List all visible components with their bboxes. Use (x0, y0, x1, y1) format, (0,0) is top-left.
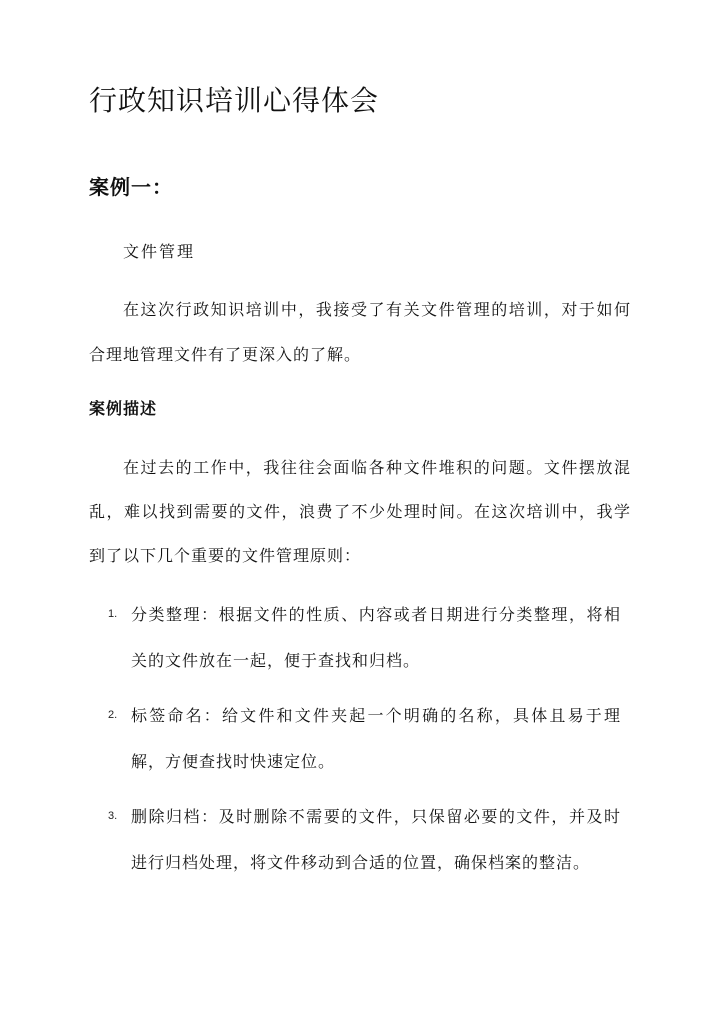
case-description-paragraph: 在过去的工作中，我往往会面临各种文件堆积的问题。文件摆放混乱，难以找到需要的文件，浪费了不少处理时间。在这次培训中，我学到了以下几个重要的文件管理原则： (89, 458, 631, 565)
case-heading: 案例一： (89, 175, 173, 199)
document-title: 行政知识培训心得体会 (89, 84, 380, 117)
section-label: 文件管理 (123, 242, 196, 261)
principle-text: 分类整理：根据文件的性质、内容或者日期进行分类整理，将相关的文件放在一起，便于查找和归档。 (131, 605, 621, 670)
principle-number: 1. (108, 608, 118, 620)
principle-text: 删除归档：及时删除不需要的文件，只保留必要的文件，并及时进行归档处理，将文件移动到合适的位置，确保档案的整洁。 (131, 807, 621, 872)
principle-number: 3. (108, 810, 118, 822)
principle-item (89, 592, 631, 684)
intro-paragraph: 在这次行政知识培训中，我接受了有关文件管理的培训，对于如何合理地管理文件有了更深入的了解。 (89, 300, 631, 364)
case-description-heading: 案例描述 (89, 399, 158, 418)
principle-text: 标签命名：给文件和文件夹起一个明确的名称，具体且易于理解，方便查找时快速定位。 (131, 706, 621, 771)
principle-number: 2. (108, 709, 118, 721)
principle-item (89, 693, 631, 785)
principle-item (89, 794, 631, 886)
